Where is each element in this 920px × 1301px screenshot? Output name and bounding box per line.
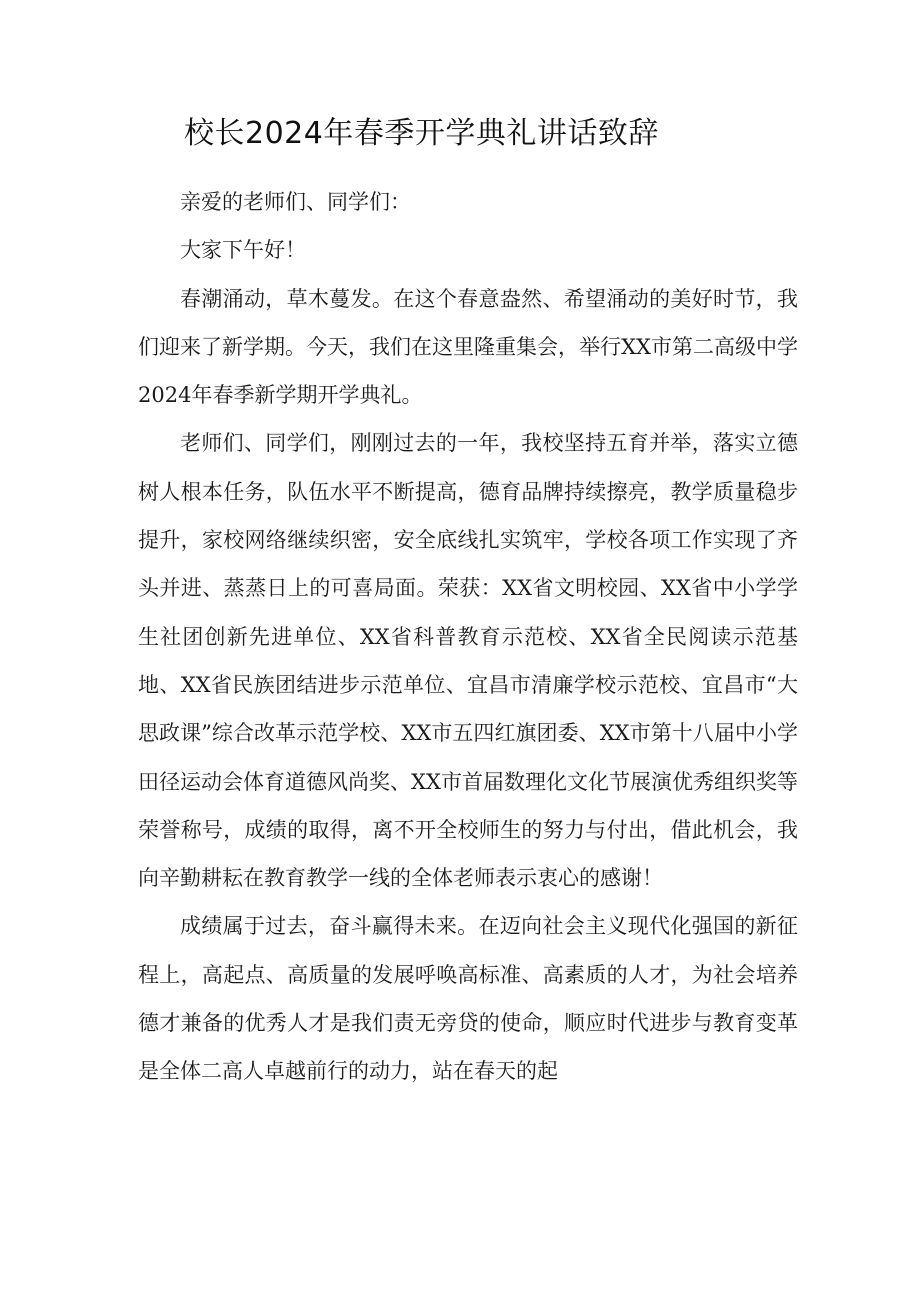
body-paragraph: 老师们、同学们，刚刚过去的一年，我校坚持五育并举，落实立德树人根本任务，队伍水平不断提高，德育品牌持续擦亮，教学质量稳步提升，家校网络继续织密，安全底线扎实筑牢，学校各项工作实现了齐头并进、蒸蒸日上的可喜局面。荣获：XX省文明校园、XX省中小学学生社团创新先进单位、XX省科普教育示范校、XX省全民阅读示范基地、XX省民族团结进步示范单位、宜昌市清廉学校示范校、宜昌市“大思政课”综合改革示范学校、XX市五四红旗团委、XX市第十八届中小学田径运动会体育道德风尚奖、XX市首届数理化文化节展演优秀组织奖等荣誉称号，成绩的取得，离不开全校师生的努力与付出，借此机会，我向辛勤耕耘在教育教学一线的全体老师表示衷心的感谢！: [138, 431, 798, 891]
document-title: 校长2024年春季开学典礼讲话致辞: [184, 116, 659, 151]
salutation-line: 大家下午好！: [180, 238, 306, 263]
body-paragraph: 春潮涌动，草木蔓发。在这个春意盎然、希望涌动的美好时节，我们迎来了新学期。今天，我们在这里隆重集会，举行XX市第二高级中学2024年春季新学期开学典礼。: [138, 286, 798, 408]
body-paragraph: 成绩属于过去，奋斗赢得未来。在迈向社会主义现代化强国的新征程上，高起点、高质量的发展呼唤高标准、高素质的人才，为社会培养德才兼备的优秀人才是我们责无旁贷的使命，顺应时代进步与教育变革是全体二高人卓越前行的动力，站在春天的起: [138, 914, 798, 1084]
document-body: [138, 178, 798, 1096]
greeting-line: 亲爱的老师们、同学们：: [180, 190, 411, 214]
